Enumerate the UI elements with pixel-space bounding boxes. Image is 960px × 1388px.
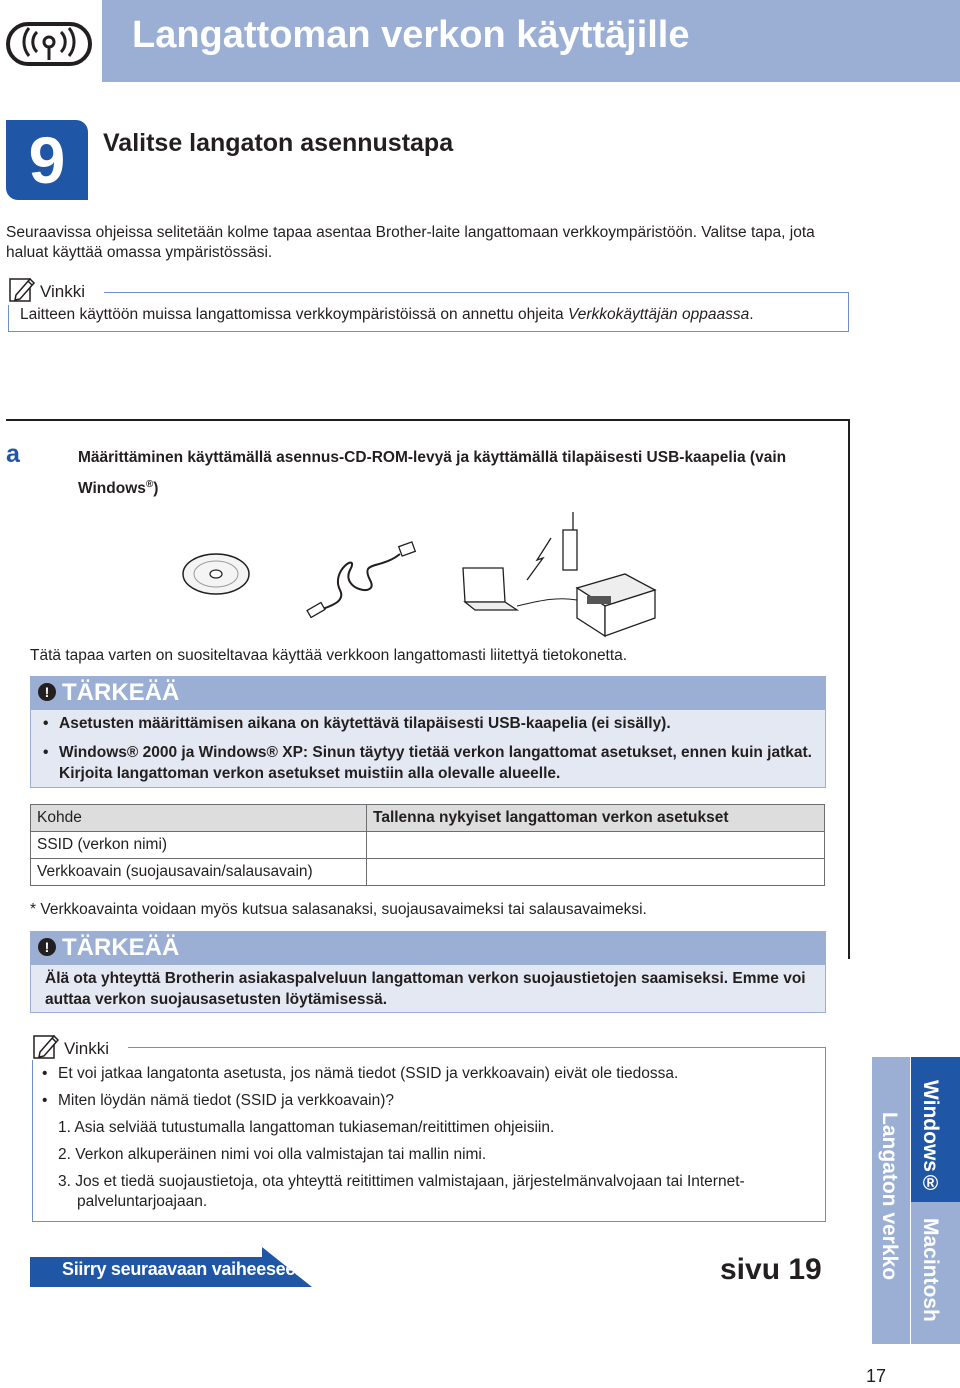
- table-header-row: [31, 805, 825, 832]
- cd-rom-illustration: [180, 550, 252, 598]
- table-row: [31, 832, 825, 859]
- exclamation-icon: !: [38, 683, 56, 701]
- intro-text: Seuraavissa ohjeissa selitetään kolme tapaa asentaa Brother-laite langattomaan verkkoympäristöön. Valitse tapa, jota haluat käyttää omassa ympäristössäsi.: [6, 224, 815, 261]
- usb-cable-illustration: [300, 540, 420, 620]
- tab-windows-label: Windows®: [919, 1080, 942, 1195]
- method-description: Tätä tapaa varten on suositeltavaa käyttää verkkoon langattomasti liitettyä tietokonetta.: [30, 647, 628, 664]
- tab-wireless-label: Langaton verkko: [878, 1112, 901, 1281]
- step-number: 9: [6, 120, 88, 200]
- note-border-left: [8, 305, 9, 332]
- tab-macintosh-label: Macintosh: [919, 1218, 942, 1322]
- footnote: * Verkkoavainta voidaan myös kutsua salasanaksi, suojausavaimeksi tai salausavaimeksi.: [30, 901, 647, 918]
- page-number: 17: [866, 1366, 887, 1386]
- note-border-top: [104, 292, 849, 293]
- table-input-cell[interactable]: [367, 859, 825, 886]
- page-reference[interactable]: sivu 19: [720, 1253, 822, 1286]
- table-cell: Verkkoavain (suojausavain/salausavain): [31, 859, 367, 886]
- table-header-cell: Tallenna nykyiset langattoman verkon asetukset: [367, 805, 825, 832]
- table-row: [31, 859, 825, 886]
- next-step-label[interactable]: Siirry seuraavaan vaiheeseen: [62, 1259, 306, 1279]
- note-label: Vinkki: [40, 282, 86, 301]
- important-bullet: • Windows® 2000 ja Windows® XP: Sinun täytyy tietää verkon langattomat asetukset, ennen kuin jatkat. Kirjoita langattoman verkon asetukset muistiin alla olevalle alueelle.: [37, 742, 817, 784]
- note-border-bottom: [8, 331, 849, 332]
- network-illustration: [455, 510, 665, 640]
- table-header-cell: Kohde: [31, 805, 367, 832]
- pencil-icon: [8, 275, 36, 303]
- important-header: ! TÄRKEÄÄ: [30, 676, 826, 710]
- wireless-settings-table: [30, 804, 825, 886]
- note-border-right: [848, 292, 849, 332]
- method-title: Määrittäminen käyttämällä asennus-CD-ROM-levyä ja käyttämällä tilapäisesti USB-kaapelia (vain Windows®): [78, 449, 787, 498]
- important-bullet: • Asetusten määrittämisen aikana on käytettävä tilapäisesti USB-kaapelia (ei sisälly).: [37, 713, 817, 734]
- note-border-left: [32, 1060, 33, 1222]
- note-border-bottom: [32, 1221, 826, 1222]
- note-numbered-item: 2. Verkon alkuperäinen nimi voi olla valmistajan tai mallin nimi.: [58, 1146, 487, 1163]
- step-title: Valitse langaton asennustapa: [103, 129, 454, 157]
- table-input-cell[interactable]: [367, 832, 825, 859]
- note-bullet: • Miten löydän nämä tiedot (SSID ja verkkoavain)?: [36, 1091, 816, 1111]
- method-box-top: [6, 419, 848, 421]
- note-border-right: [825, 1047, 826, 1222]
- table-cell: SSID (verkon nimi): [31, 832, 367, 859]
- note-numbered-item: 1. Asia selviää tutustumalla langattoman tukiaseman/reitittimen ohjeisiin.: [58, 1119, 555, 1136]
- note-border-top: [128, 1047, 826, 1048]
- method-letter: a: [6, 440, 20, 468]
- guide-reference: Verkkokäyttäjän oppaassa: [567, 306, 750, 323]
- method-box-right: [848, 419, 850, 959]
- important-body: [30, 710, 826, 788]
- wireless-icon: [4, 18, 94, 70]
- note-content: [36, 1064, 816, 1212]
- note-label: Vinkki: [64, 1039, 110, 1058]
- page-title: Langattoman verkon käyttäjille: [132, 14, 690, 56]
- important-body: Älä ota yhteyttä Brotherin asiakaspalveluun langattoman verkon suojaustietojen saamiseksi. Emme voi auttaa verkon suojausasetusten löytämisessä.: [30, 965, 826, 1013]
- note-text: Laitteen käyttöön muissa langattomissa verkkoympäristöissä on annettu ohjeita Verkkokäyttäjän oppaassa.: [20, 306, 754, 323]
- note-numbered-item: 3. Jos et tiedä suojaustietoja, ota yhteyttä reitittimen valmistajaan, järjestelmänvalvojaan tai Internet-palveluntarjoajaan.: [58, 1173, 745, 1210]
- note-bullet: • Et voi jatkaa langatonta asetusta, jos nämä tiedot (SSID ja verkkoavain) eivät ole tiedossa.: [36, 1064, 816, 1084]
- important-header: ! TÄRKEÄÄ: [30, 931, 826, 965]
- pencil-icon: [32, 1032, 60, 1060]
- exclamation-icon: !: [38, 938, 56, 956]
